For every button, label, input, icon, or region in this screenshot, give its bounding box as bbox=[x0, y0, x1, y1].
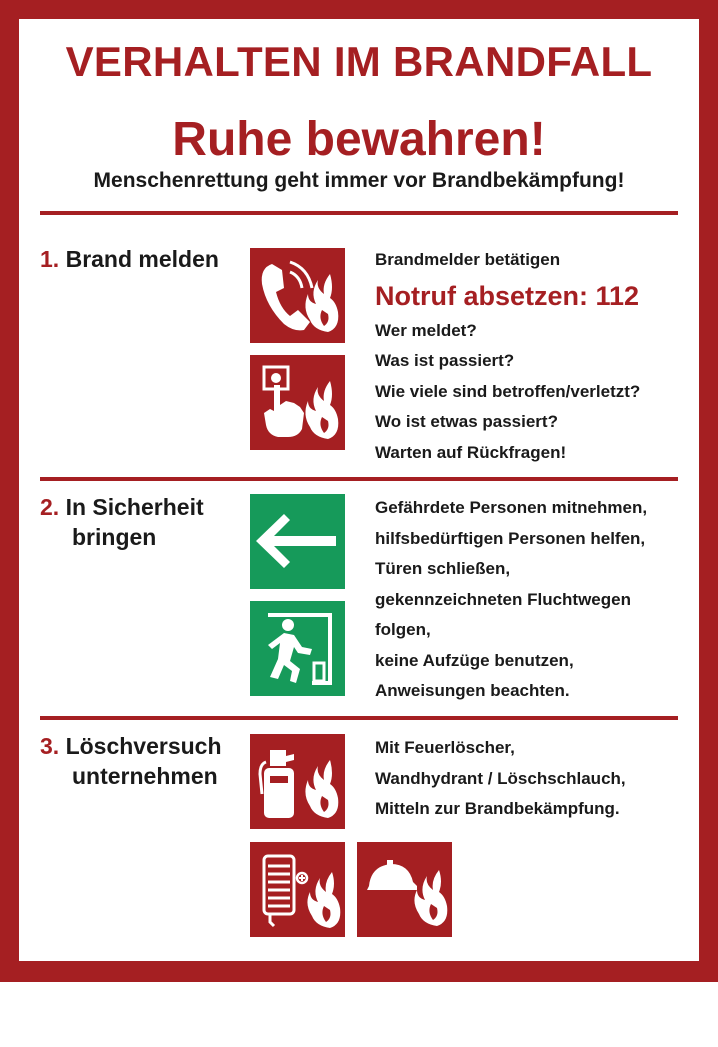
step-2-line: Anweisungen beachten. bbox=[375, 681, 570, 700]
sign-title: VERHALTEN IM BRANDFALL bbox=[65, 38, 653, 85]
step-1-title-line1: Brand melden bbox=[65, 246, 219, 272]
step-2-title-line1: In Sicherheit bbox=[65, 494, 204, 520]
step-2-line: folgen, bbox=[375, 620, 431, 639]
step-3-number: 3. bbox=[40, 733, 60, 759]
step-1-number: 1. bbox=[40, 246, 60, 272]
firefighting-equipment-icon bbox=[357, 842, 452, 937]
step-1-line: Wie viele sind betroffen/verletzt? bbox=[375, 381, 641, 401]
step-1-line: Brandmelder betätigen bbox=[375, 250, 561, 269]
emergency-number-line: Notruf absetzen: 112 bbox=[375, 280, 640, 311]
emergency-exit-icon bbox=[250, 601, 345, 696]
fire-extinguisher-icon bbox=[250, 734, 345, 829]
step-1-line: Wo ist etwas passiert? bbox=[375, 412, 558, 431]
divider bbox=[40, 211, 678, 215]
priority-subheading: Menschenrettung geht immer vor Brandbekämpfung! bbox=[93, 169, 625, 192]
fire-alarm-button-icon bbox=[250, 355, 345, 450]
step-2-line: hilfsbedürftigen Personen helfen, bbox=[375, 528, 646, 548]
step-2-line: Türen schließen, bbox=[375, 559, 511, 578]
step-3-title-line1: Löschversuch bbox=[65, 733, 222, 759]
step-2-line: Gefährdete Personen mitnehmen, bbox=[375, 498, 648, 517]
step-1-title bbox=[40, 244, 219, 274]
step-2-line: keine Aufzüge benutzen, bbox=[375, 650, 574, 670]
step-2-line: gekennzeichneten Fluchtwegen bbox=[375, 589, 631, 609]
step-1-line: Was ist passiert? bbox=[375, 351, 515, 370]
step-2-instructions bbox=[375, 493, 647, 707]
step-2-number: 2. bbox=[40, 494, 60, 520]
step-3-instructions bbox=[375, 733, 626, 825]
divider bbox=[40, 477, 678, 481]
escape-arrow-left-icon bbox=[250, 494, 345, 589]
step-2-title-line2: bringen bbox=[72, 524, 157, 550]
step-1-line: Wer meldet? bbox=[375, 320, 477, 340]
divider bbox=[40, 716, 678, 720]
step-3-title-line2: unternehmen bbox=[72, 763, 218, 789]
calm-heading: Ruhe bewahren! bbox=[172, 113, 546, 166]
step-3-title bbox=[40, 731, 222, 791]
step-3-line: Wandhydrant / Löschschlauch, bbox=[375, 768, 626, 788]
step-2-title bbox=[40, 492, 204, 552]
step-3-line: Mit Feuerlöscher, bbox=[375, 738, 515, 757]
step-3-line: Mitteln zur Brandbekämpfung. bbox=[375, 799, 620, 818]
step-1-line: Warten auf Rückfragen! bbox=[375, 442, 567, 462]
step-1-instructions bbox=[375, 245, 640, 468]
fire-hose-reel-icon bbox=[250, 842, 345, 937]
fire-phone-icon bbox=[250, 248, 345, 343]
